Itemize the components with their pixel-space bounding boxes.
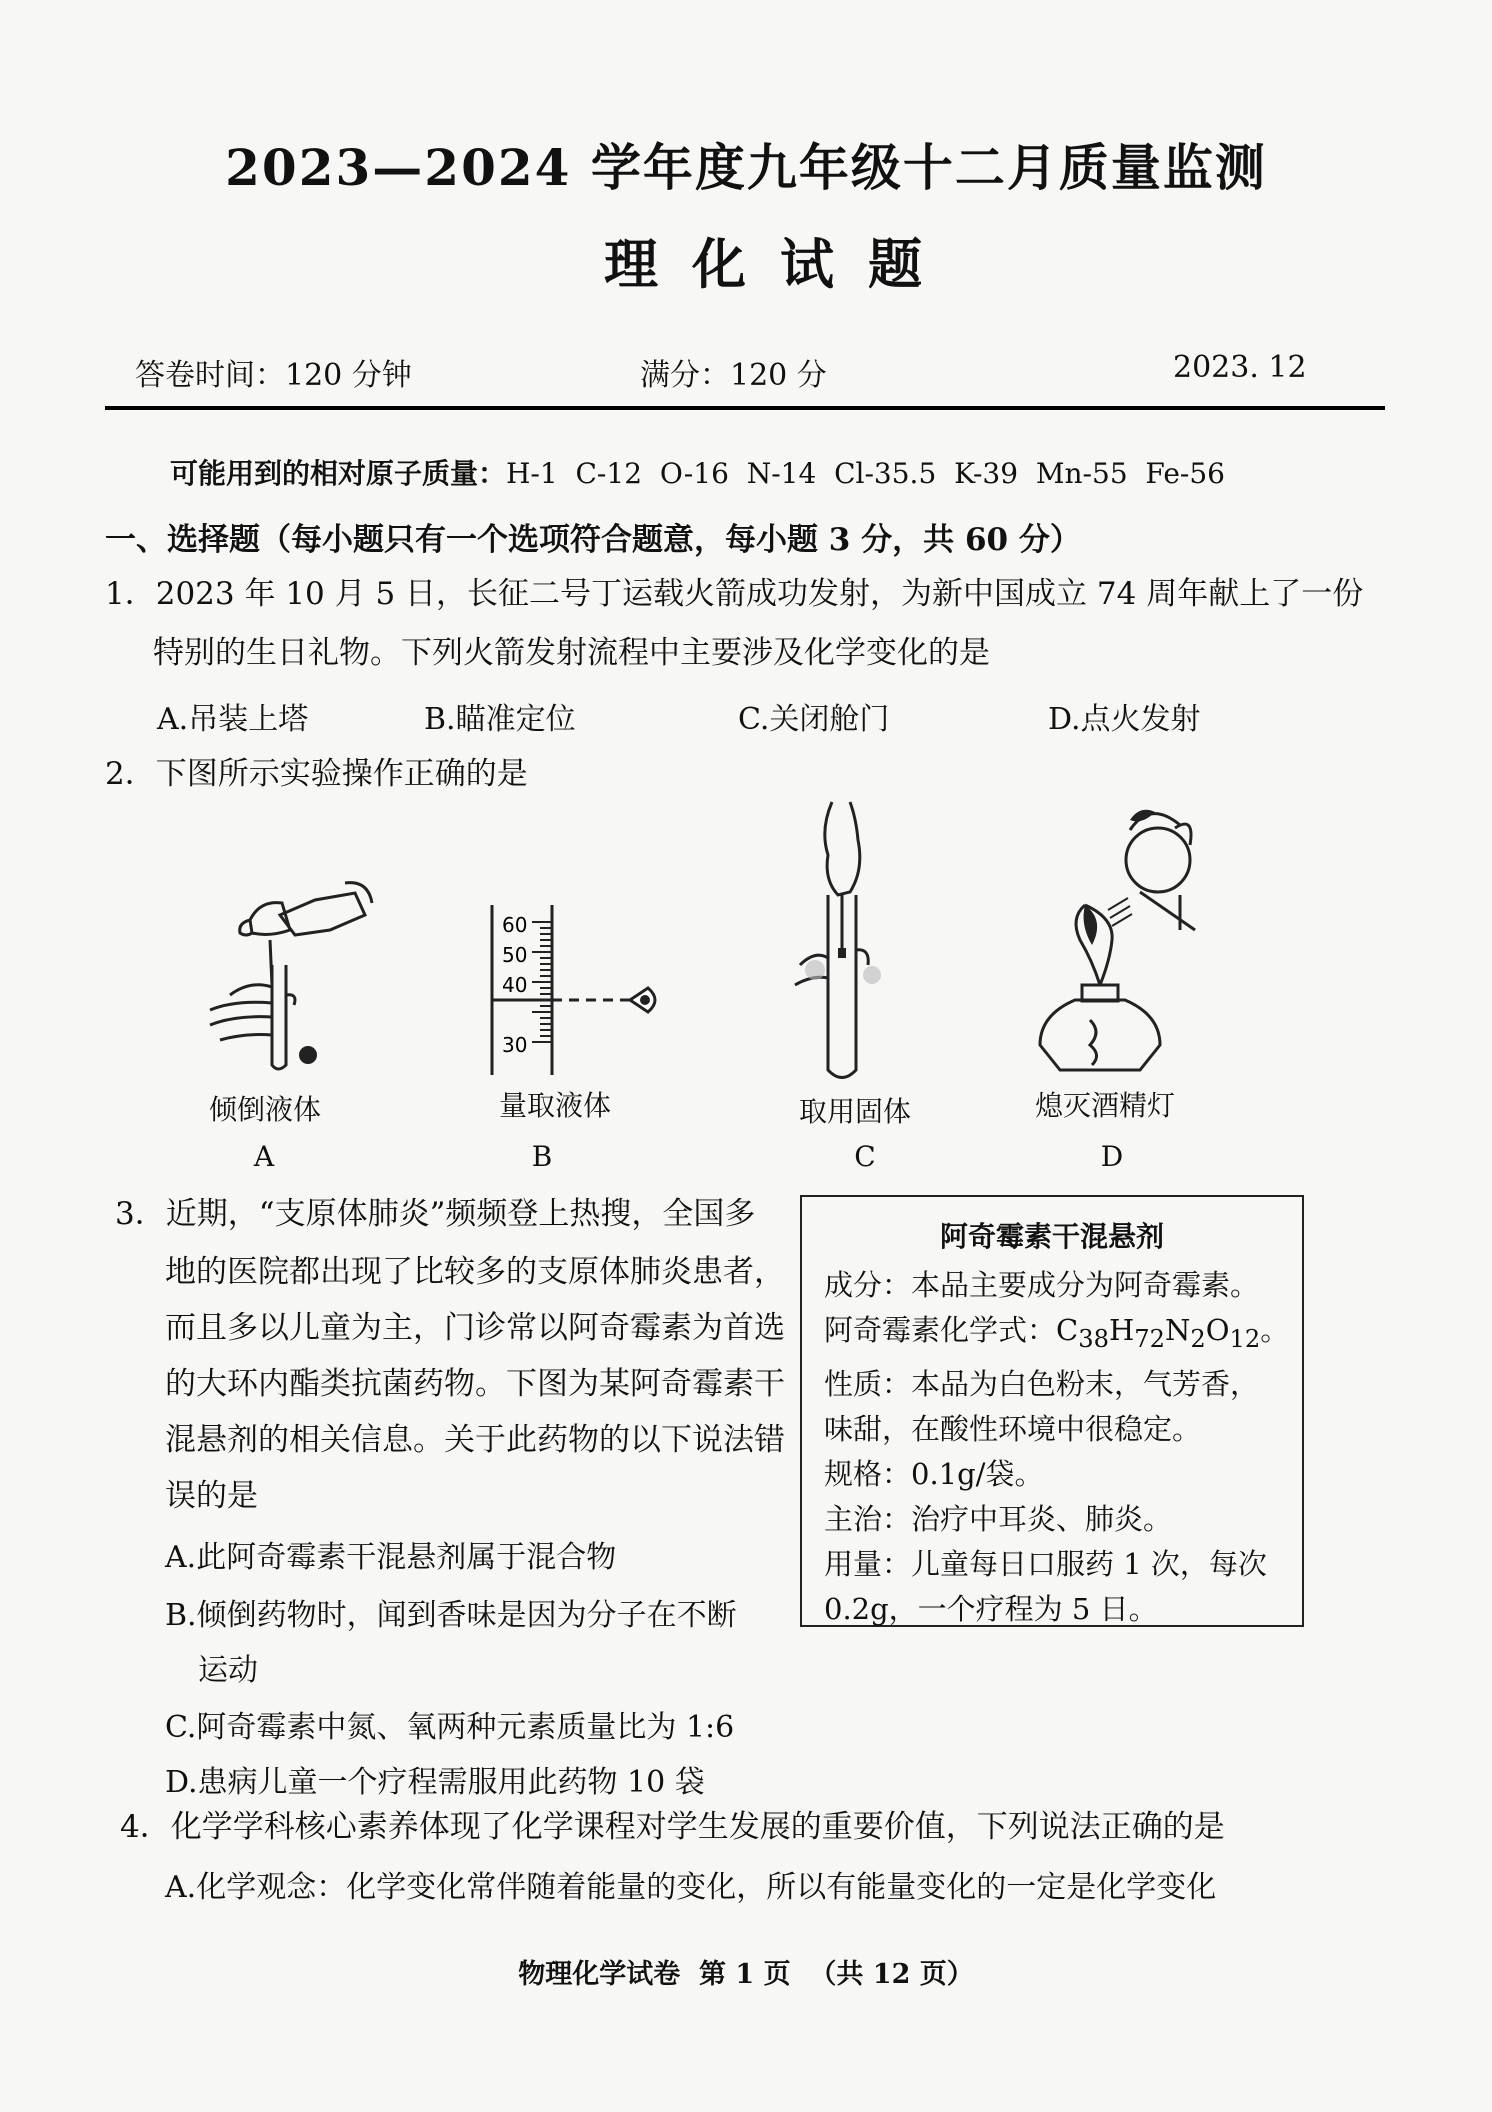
drug-info-title: 阿奇霉素干混悬剂 bbox=[939, 1220, 1164, 1253]
formula-prefix: 阿奇霉素化学式： bbox=[824, 1313, 1057, 1347]
q4-stem: 4．化学学科核心素养体现了化学课程对学生发展的重要价值，下列说法正确的是 bbox=[120, 1809, 1225, 1845]
figure-d-letter: D bbox=[1100, 1140, 1124, 1173]
formula-c: C bbox=[1056, 1313, 1079, 1347]
q1-line1: 1．2023 年 10 月 5 日，长征二号丁运载火箭成功发射，为新中国成立 74 周年献上了一份 bbox=[105, 576, 1364, 612]
drug-info-spec: 规格：0.1g/袋。 bbox=[824, 1456, 1044, 1491]
cylinder-tick-60: 60 bbox=[502, 913, 528, 937]
figure-d-label: 熄灭酒精灯 bbox=[1034, 1089, 1175, 1122]
q3-option-c: C.阿奇霉素中氮、氧两种元素质量比为 1:6 bbox=[165, 1710, 735, 1745]
exam-subtitle: 理化试题 bbox=[604, 232, 956, 296]
formula-h-count: 72 bbox=[1134, 1324, 1166, 1353]
formula-end: 。 bbox=[1260, 1313, 1290, 1347]
drug-info-property-2: 味甜，在酸性环境中很稳定。 bbox=[824, 1411, 1202, 1446]
q3-line3: 而且多以儿童为主，门诊常以阿奇霉素为首选 bbox=[165, 1310, 785, 1346]
q3-option-d: D.患病儿童一个疗程需服用此药物 10 袋 bbox=[165, 1765, 705, 1800]
q3-option-b: B.倾倒药物时，闻到香味是因为分子在不断 bbox=[165, 1598, 737, 1633]
figure-c-label: 取用固体 bbox=[798, 1095, 911, 1128]
q1-line2: 特别的生日礼物。下列火箭发射流程中主要涉及化学变化的是 bbox=[153, 635, 990, 671]
q3-line6: 误的是 bbox=[165, 1478, 258, 1514]
drug-info-box bbox=[800, 1195, 1304, 1627]
drug-info-dosage-2: 0.2g，一个疗程为 5 日。 bbox=[824, 1591, 1158, 1626]
figure-a-pouring-liquid bbox=[190, 875, 380, 1075]
exam-title: 2023—2024 学年度九年级十二月质量监测 bbox=[225, 138, 1267, 197]
atomic-masses bbox=[170, 452, 1225, 492]
q3-line1: 3．近期，“支原体肺炎”频频登上热搜，全国多 bbox=[115, 1196, 756, 1232]
q1-option-d: D.点火发射 bbox=[1048, 702, 1201, 737]
page-footer: 物理化学试卷 第 1 页 （共 12 页） bbox=[518, 1959, 974, 1990]
formula-o: O bbox=[1205, 1313, 1230, 1347]
q1-option-b: B.瞄准定位 bbox=[424, 702, 576, 737]
cylinder-tick-50: 50 bbox=[502, 943, 528, 967]
q3-option-b-cont: 运动 bbox=[198, 1653, 258, 1688]
q3-option-a: A.此阿奇霉素干混悬剂属于混合物 bbox=[165, 1540, 617, 1575]
figure-a-label: 倾倒液体 bbox=[208, 1093, 321, 1126]
header-divider bbox=[105, 406, 1385, 410]
q1-option-c: C.关闭舱门 bbox=[738, 702, 890, 737]
drug-info-indication: 主治：治疗中耳炎、肺炎。 bbox=[824, 1501, 1173, 1536]
atomic-masses-label: 可能用到的相对原子质量： bbox=[170, 457, 507, 490]
exam-date: 2023. 12 bbox=[1173, 350, 1307, 385]
drug-info-ingredient: 成分：本品主要成分为阿奇霉素。 bbox=[824, 1268, 1260, 1302]
figure-b-label: 量取液体 bbox=[498, 1089, 611, 1122]
figure-d-alcohol-lamp bbox=[1030, 800, 1200, 1080]
figure-c-letter: C bbox=[854, 1140, 876, 1173]
formula-n-count: 2 bbox=[1190, 1324, 1206, 1353]
q3-line5: 混悬剂的相关信息。关于此药物的以下说法错 bbox=[165, 1422, 785, 1458]
q4-option-a: A.化学观念：化学变化常伴随着能量的变化，所以有能量变化的一定是化学变化 bbox=[165, 1870, 1217, 1905]
figure-a-letter: A bbox=[253, 1140, 275, 1173]
formula-h: H bbox=[1108, 1313, 1135, 1347]
section-heading: 一、选择题（每小题只有一个选项符合题意，每小题 3 分，共 60 分） bbox=[105, 522, 1081, 558]
exam-time: 答卷时间：120 分钟 bbox=[135, 358, 412, 393]
q2-stem: 2．下图所示实验操作正确的是 bbox=[105, 756, 528, 792]
cylinder-tick-40: 40 bbox=[502, 973, 528, 997]
drug-info-formula bbox=[824, 1308, 1290, 1362]
q1-option-a: A.吊装上塔 bbox=[157, 702, 309, 737]
formula-n: N bbox=[1165, 1313, 1191, 1347]
figure-c-test-tube-solid bbox=[790, 800, 900, 1080]
eye-icon bbox=[630, 988, 655, 1012]
formula-c-count: 38 bbox=[1078, 1324, 1109, 1353]
q3-line2: 地的医院都出现了比较多的支原体肺炎患者， bbox=[165, 1254, 785, 1290]
drug-info-property-1: 性质：本品为白色粉末，气芳香， bbox=[824, 1366, 1260, 1401]
cylinder-tick-30: 30 bbox=[502, 1033, 528, 1057]
exam-score: 满分：120 分 bbox=[640, 358, 827, 393]
q3-line4: 的大环内酯类抗菌药物。下图为某阿奇霉素干 bbox=[165, 1366, 785, 1402]
drug-info-dosage-1: 用量：儿童每日口服药 1 次，每次 bbox=[824, 1546, 1267, 1581]
formula-o-count: 12 bbox=[1229, 1324, 1261, 1353]
figure-b-letter: B bbox=[531, 1140, 553, 1173]
atomic-masses-values: H-1 C-12 O-16 N-14 Cl-35.5 K-39 Mn-55 Fe-56 bbox=[506, 457, 1225, 490]
figure-b-graduated-cylinder bbox=[480, 900, 670, 1080]
